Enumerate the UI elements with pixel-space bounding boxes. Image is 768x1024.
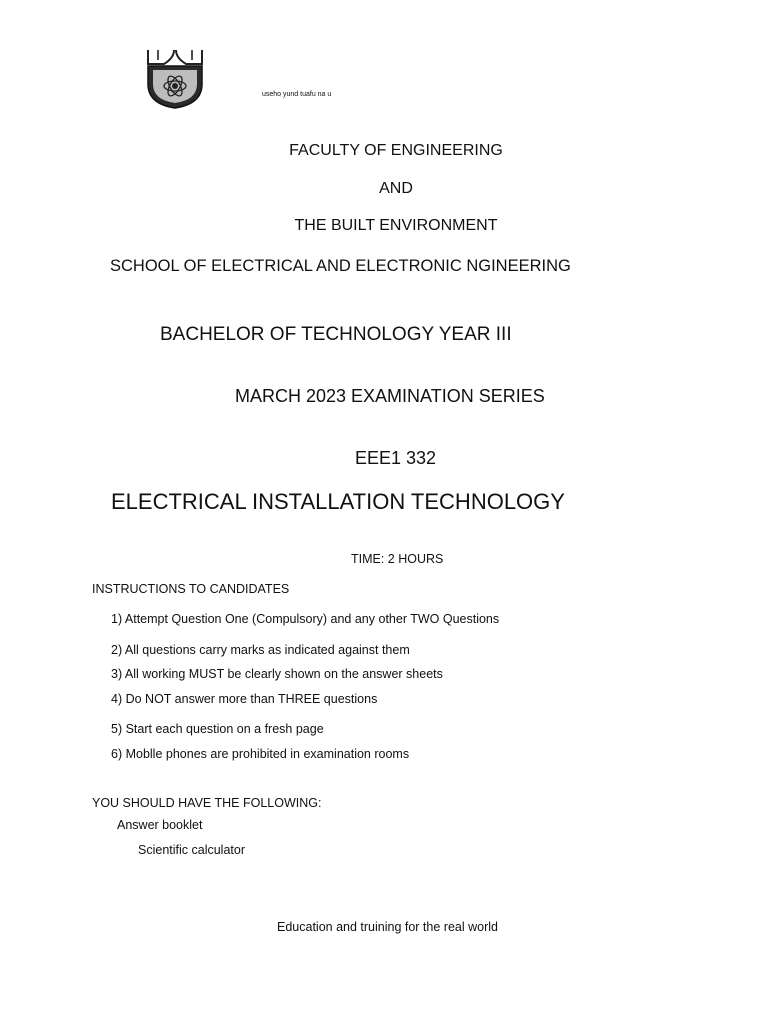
instruction-item: 2) All questions carry marks as indicated against them	[111, 643, 410, 657]
instruction-item: 4) Do NOT answer more than THREE questions	[111, 692, 378, 706]
exam-duration: TIME: 2 HOURS	[351, 552, 444, 566]
instruction-item: 6) Moblle phones are prohibited in examination rooms	[111, 747, 410, 761]
university-crest-icon	[144, 46, 206, 110]
instructions-heading: INSTRUCTIONS TO CANDIDATES	[92, 582, 290, 596]
requirement-item: Answer booklet	[117, 818, 203, 832]
programme-heading: BACHELOR OF TECHNOLOGY YEAR III	[160, 324, 512, 345]
requirement-item: Scientific calculator	[138, 843, 245, 857]
course-code: EEE1 332	[355, 448, 437, 468]
course-title: ELECTRICAL INSTALLATION TECHNOLOGY	[111, 489, 565, 514]
and-heading: AND	[379, 180, 413, 197]
instruction-item: 5) Start each question on a fresh page	[111, 722, 324, 736]
university-motto: useho yund tuafu na u	[262, 91, 332, 98]
exam-series-heading: MARCH 2023 EXAMINATION SERIES	[235, 386, 545, 406]
footer-tagline: Education and truining for the real world	[277, 920, 498, 934]
school-heading: SCHOOL OF ELECTRICAL AND ELECTRONIC NGINEERING	[110, 257, 571, 275]
faculty-heading: FACULTY OF ENGINEERING	[289, 142, 503, 159]
built-environment-heading: THE BUILT ENVIRONMENT	[294, 217, 498, 234]
instruction-item: 1) Attempt Question One (Compulsory) and any other TWO Questions	[111, 612, 500, 626]
requirements-heading: YOU SHOULD HAVE THE FOLLOWING:	[92, 796, 322, 810]
instruction-item: 3) All working MUST be clearly shown on the answer sheets	[111, 667, 443, 681]
